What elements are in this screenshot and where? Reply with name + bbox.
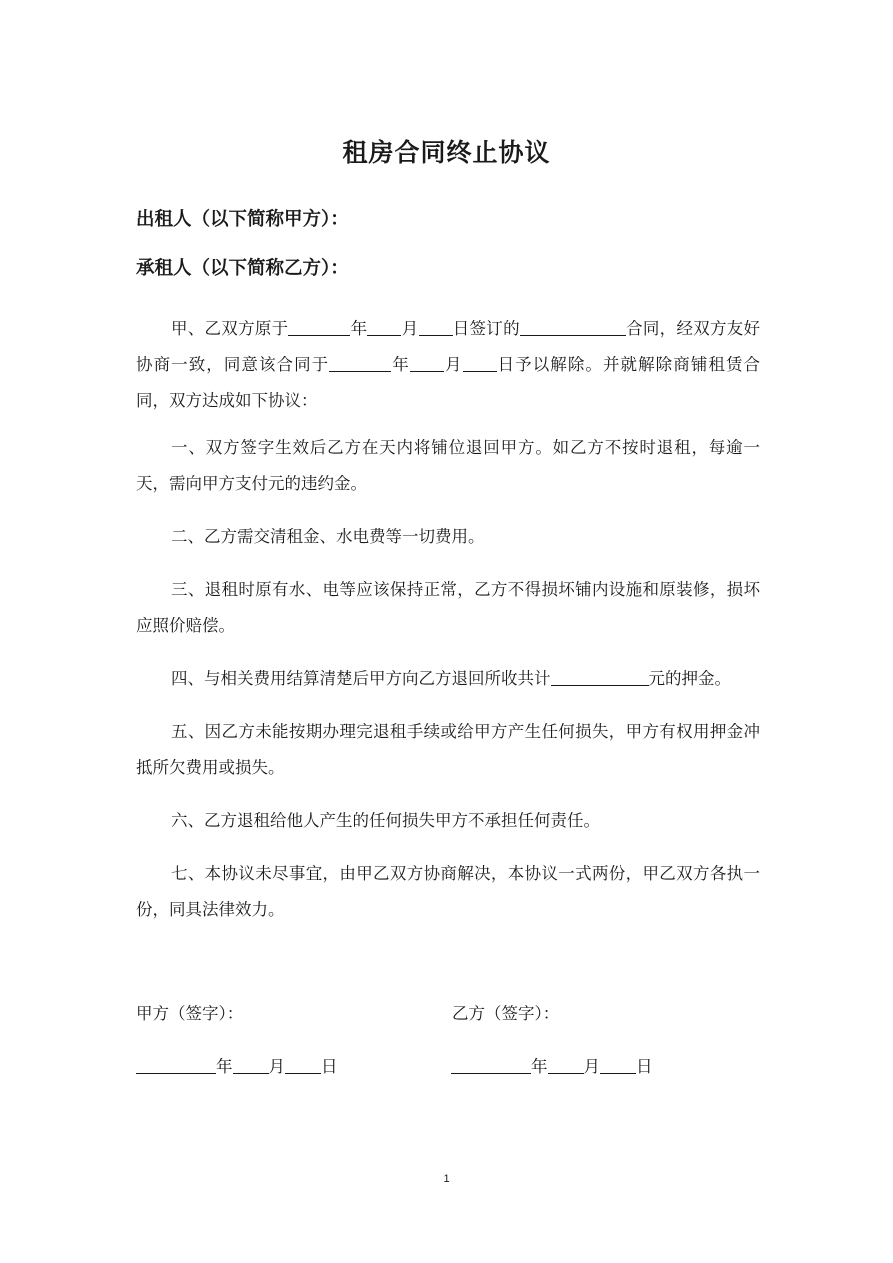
termination-day-blank[interactable]: [463, 353, 497, 372]
intro-paragraph: [136, 311, 760, 419]
termination-month-blank[interactable]: [410, 353, 444, 372]
document-title: 租房合同终止协议: [342, 138, 551, 167]
contract-name-blank[interactable]: [520, 317, 626, 336]
party-b-date-line: [451, 1055, 653, 1079]
intro-text-5: 合同，经双方友好协商一致，同意该合同于: [136, 319, 761, 374]
clause-5: 五、因乙方未能按期办理完退租手续或给甲方产生任何损失，甲方有权用押金冲抵所欠费用或损失。: [136, 722, 760, 777]
party-a-day-blank[interactable]: [285, 1055, 321, 1074]
clause-4-text-b: 元的押金。: [648, 669, 731, 688]
clause-3: 三、退租时原有水、电等应该保持正常，乙方不得损坏铺内设施和原装修，损坏应照价赔偿。: [136, 580, 760, 635]
intro-text-1: 甲、乙双方原于: [171, 319, 289, 338]
intro-text-4: 日签订的: [452, 319, 520, 338]
page-number: 1: [443, 1173, 450, 1185]
party-b-month-blank[interactable]: [548, 1055, 584, 1074]
party-a-year-blank[interactable]: [136, 1055, 216, 1074]
party-b-year-label: 年: [531, 1057, 548, 1076]
clause-1: 一、双方签字生效后乙方在天内将铺位退回甲方。如乙方不按时退租，每逾一天，需向甲方支付元的违约金。: [136, 438, 760, 493]
lessee-label: 承租人（以下简称乙方）：: [136, 258, 349, 279]
signing-day-blank[interactable]: [419, 317, 453, 336]
deposit-amount-blank[interactable]: [551, 667, 649, 686]
clause-6: 六、乙方退租给他人产生的任何损失甲方不承担任何责任。: [171, 811, 600, 830]
party-a-date-line: [136, 1055, 338, 1079]
clause-2: 二、乙方需交清租金、水电费等一切费用。: [171, 527, 485, 546]
party-b-signature-label: 乙方（签字）：: [452, 1004, 560, 1023]
party-b-day-blank[interactable]: [600, 1055, 636, 1074]
party-a-day-label: 日: [321, 1057, 338, 1076]
lessor-label: 出租人（以下简称甲方）：: [136, 209, 349, 230]
intro-text-6: 年: [391, 355, 410, 374]
clause-4: [136, 661, 760, 697]
party-b-month-label: 月: [583, 1057, 600, 1076]
termination-year-blank[interactable]: [329, 353, 391, 372]
intro-text-8: 日予以解除。并就解除商铺租赁合同，双方达成如下协议：: [136, 355, 761, 410]
clause-7: 七、本协议未尽事宜，由甲乙双方协商解决，本协议一式两份，甲乙双方各执一份，同具法律效力。: [136, 864, 760, 919]
clause-4-text-a: 四、与相关费用结算清楚后甲方向乙方退回所收共计: [171, 669, 551, 688]
intro-text-2: 年: [350, 319, 368, 338]
party-a-month-label: 月: [268, 1057, 285, 1076]
party-a-signature-label: 甲方（签字）：: [136, 1004, 244, 1023]
party-b-year-blank[interactable]: [451, 1055, 531, 1074]
intro-text-3: 月: [401, 319, 419, 338]
signing-month-blank[interactable]: [367, 317, 401, 336]
party-b-day-label: 日: [636, 1057, 653, 1076]
signing-year-blank[interactable]: [288, 317, 350, 336]
intro-text-7: 月: [443, 355, 463, 374]
party-a-month-blank[interactable]: [233, 1055, 269, 1074]
party-a-year-label: 年: [216, 1057, 233, 1076]
